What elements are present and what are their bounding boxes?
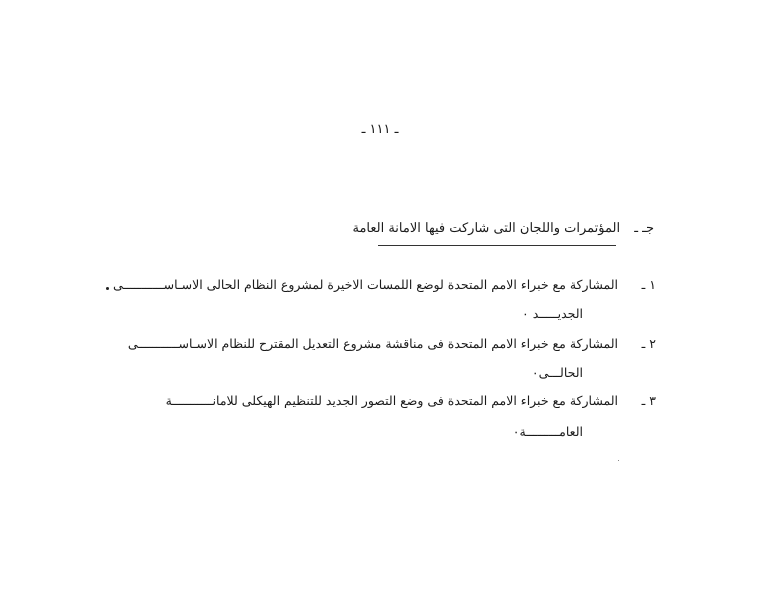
- item-continuation: الجديـــــد ٠: [522, 306, 583, 321]
- list-item-3: [166, 393, 656, 408]
- item-text: المشاركة مع خبراء الامم المتحدة فى وضع التصور الجديد للتنظيم الهيكلى للامانـــــــــــة: [165, 393, 619, 408]
- item-number: ١ ـ: [641, 277, 656, 292]
- section-marker: جـ ـ: [634, 221, 654, 236]
- item-text: المشاركة مع خبراء الامم المتحدة فى مناقشة مشروع التعديل المقترح للنظام الاسـاســـــــــــى: [127, 336, 619, 351]
- page-number: ـ ١١١ ـ: [361, 122, 399, 137]
- heading-underline: [378, 245, 616, 246]
- item-continuation: العامـــــــــة٠: [512, 424, 583, 439]
- list-item-1: [113, 277, 656, 292]
- list-item-2: [128, 336, 656, 351]
- item-number: ٢ ـ: [641, 336, 656, 351]
- section-heading: [352, 221, 654, 236]
- scan-speck: [106, 287, 109, 290]
- scan-speck: [618, 460, 619, 461]
- section-title: المؤتمرات واللجان التى شاركت فيها الامانة العامة: [352, 221, 621, 236]
- item-text: المشاركة مع خبراء الامم المتحدة لوضع اللمسات الاخيرة لمشروع النظام الحالى الاسـاســـــــــــى: [112, 277, 619, 292]
- item-continuation: الحالـــى٠: [531, 365, 583, 380]
- item-number: ٣ ـ: [641, 393, 656, 408]
